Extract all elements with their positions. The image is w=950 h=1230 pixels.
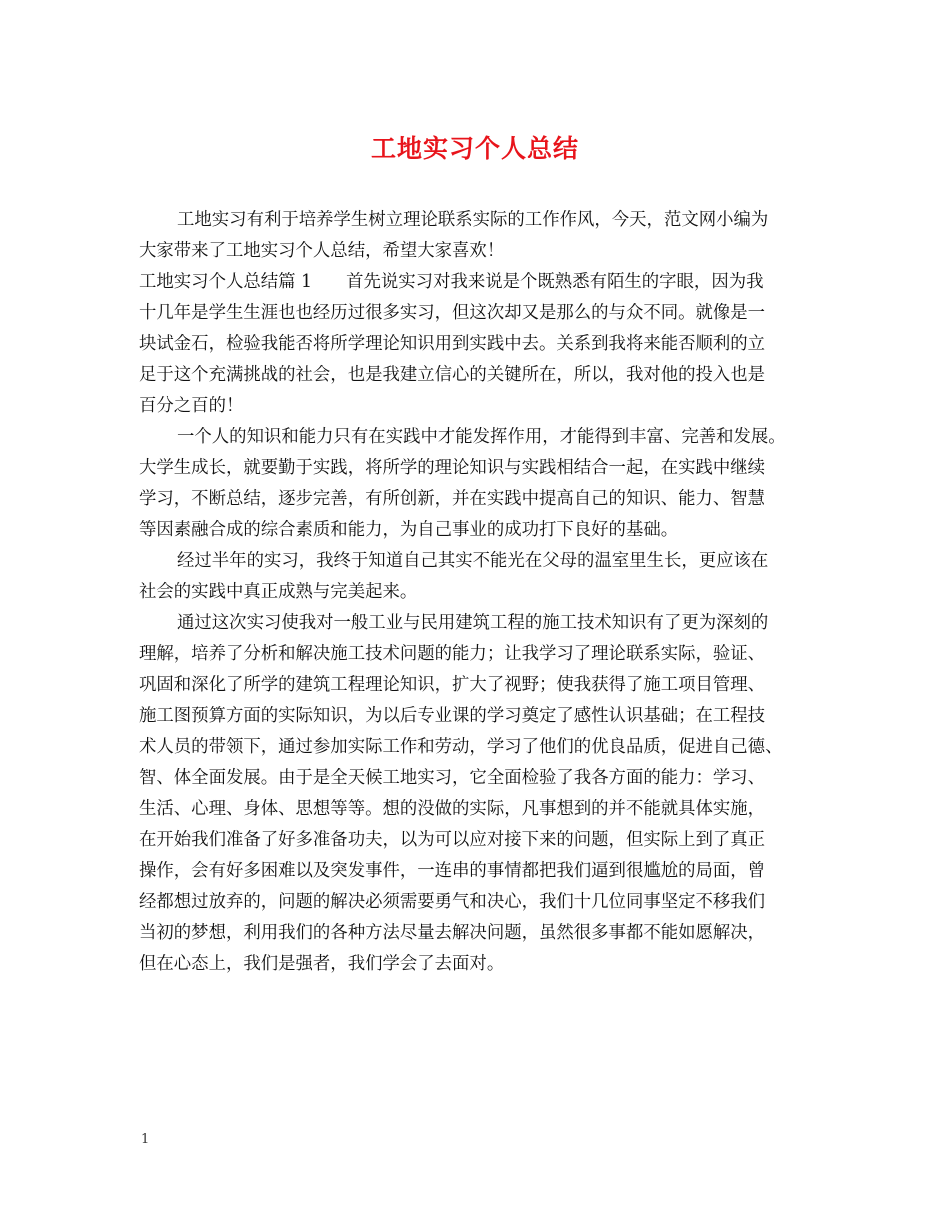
paragraph-line: 通过这次实习使我对一般工业与民用建筑工程的施工技术知识有了更为深刻的 <box>177 613 769 633</box>
paragraph-line: 经过半年的实习，我终于知道自己其实不能光在父母的温室里生长，更应该在 <box>177 551 769 571</box>
paragraph-line: 在开始我们准备了好多准备功夫，以为可以应对接下来的问题，但实际上到了真正 <box>139 830 766 850</box>
paragraph-line: 但在心态上，我们是强者，我们学会了去面对。 <box>139 954 505 974</box>
paragraph-line: 百分之百的！ <box>139 396 244 416</box>
paragraph-line: 足于这个充满挑战的社会，也是我建立信心的关键所在，所以，我对他的投入也是 <box>139 365 766 385</box>
paragraph-line: 大学生成长，就要勤于实践，将所学的理论知识与实践相结合一起，在实践中继续 <box>139 458 766 478</box>
paragraph-line: 经都想过放弃的，问题的解决必须需要勇气和决心，我们十几位同事坚定不移我们 <box>139 892 766 912</box>
paragraph-line: 操作，会有好多困难以及突发事件，一连串的事情都把我们逼到很尴尬的局面，曾 <box>139 861 766 881</box>
paragraph-line: 大家带来了工地实习个人总结，希望大家喜欢！ <box>139 241 505 261</box>
paragraph-line: 理解，培养了分析和解决施工技术问题的能力；让我学习了理论联系实际，验证、 <box>139 644 766 664</box>
paragraph-line: 当初的梦想，利用我们的各种方法尽量去解决问题，虽然很多事都不能如愿解决， <box>139 923 766 943</box>
document-title: 工地实习个人总结 <box>370 134 579 163</box>
document-body <box>139 205 829 980</box>
paragraph-line: 施工图预算方面的实际知识，为以后专业课的学习奠定了感性认识基础；在工程技 <box>139 706 766 726</box>
paragraph-text: 首先说实习对我来说是个既熟悉有陌生的字眼，因为我 <box>346 272 764 292</box>
section-heading: 工地实习个人总结篇 1 <box>139 272 313 292</box>
paragraph-line: 智、体全面发展。由于是全天候工地实习，它全面检验了我各方面的能力：学习、 <box>139 768 766 788</box>
page-number: 1 <box>141 1132 150 1147</box>
paragraph-line: 生活、心理、身体、思想等等。想的没做的实际，凡事想到的并不能就具体实施， <box>139 799 766 819</box>
paragraph-line: 十几年是学生生涯也也经历过很多实习，但这次却又是那么的与众不同。就像是一 <box>139 303 766 323</box>
paragraph-line: 工地实习有利于培养学生树立理论联系实际的工作作风，今天，范文网小编为 <box>177 210 769 230</box>
section-heading-line <box>139 267 829 298</box>
paragraph-line: 等因素融合成的综合素质和能力，为自己事业的成功打下良好的基础。 <box>139 520 679 540</box>
paragraph-line: 巩固和深化了所学的建筑工程理论知识，扩大了视野；使我获得了施工项目管理、 <box>139 675 766 695</box>
paragraph-line: 术人员的带领下，通过参加实际工作和劳动，学习了他们的优良品质，促进自己德、 <box>139 737 783 757</box>
paragraph-line: 学习，不断总结，逐步完善，有所创新，并在实践中提高自己的知识、能力、智慧 <box>139 489 766 509</box>
paragraph-line: 块试金石，检验我能否将所学理论知识用到实践中去。关系到我将来能否顺利的立 <box>139 334 766 354</box>
paragraph-line: 一个人的知识和能力只有在实践中才能发挥作用，才能得到丰富、完善和发展。 <box>177 427 786 447</box>
paragraph-line: 社会的实践中真正成熟与完美起来。 <box>139 582 418 602</box>
